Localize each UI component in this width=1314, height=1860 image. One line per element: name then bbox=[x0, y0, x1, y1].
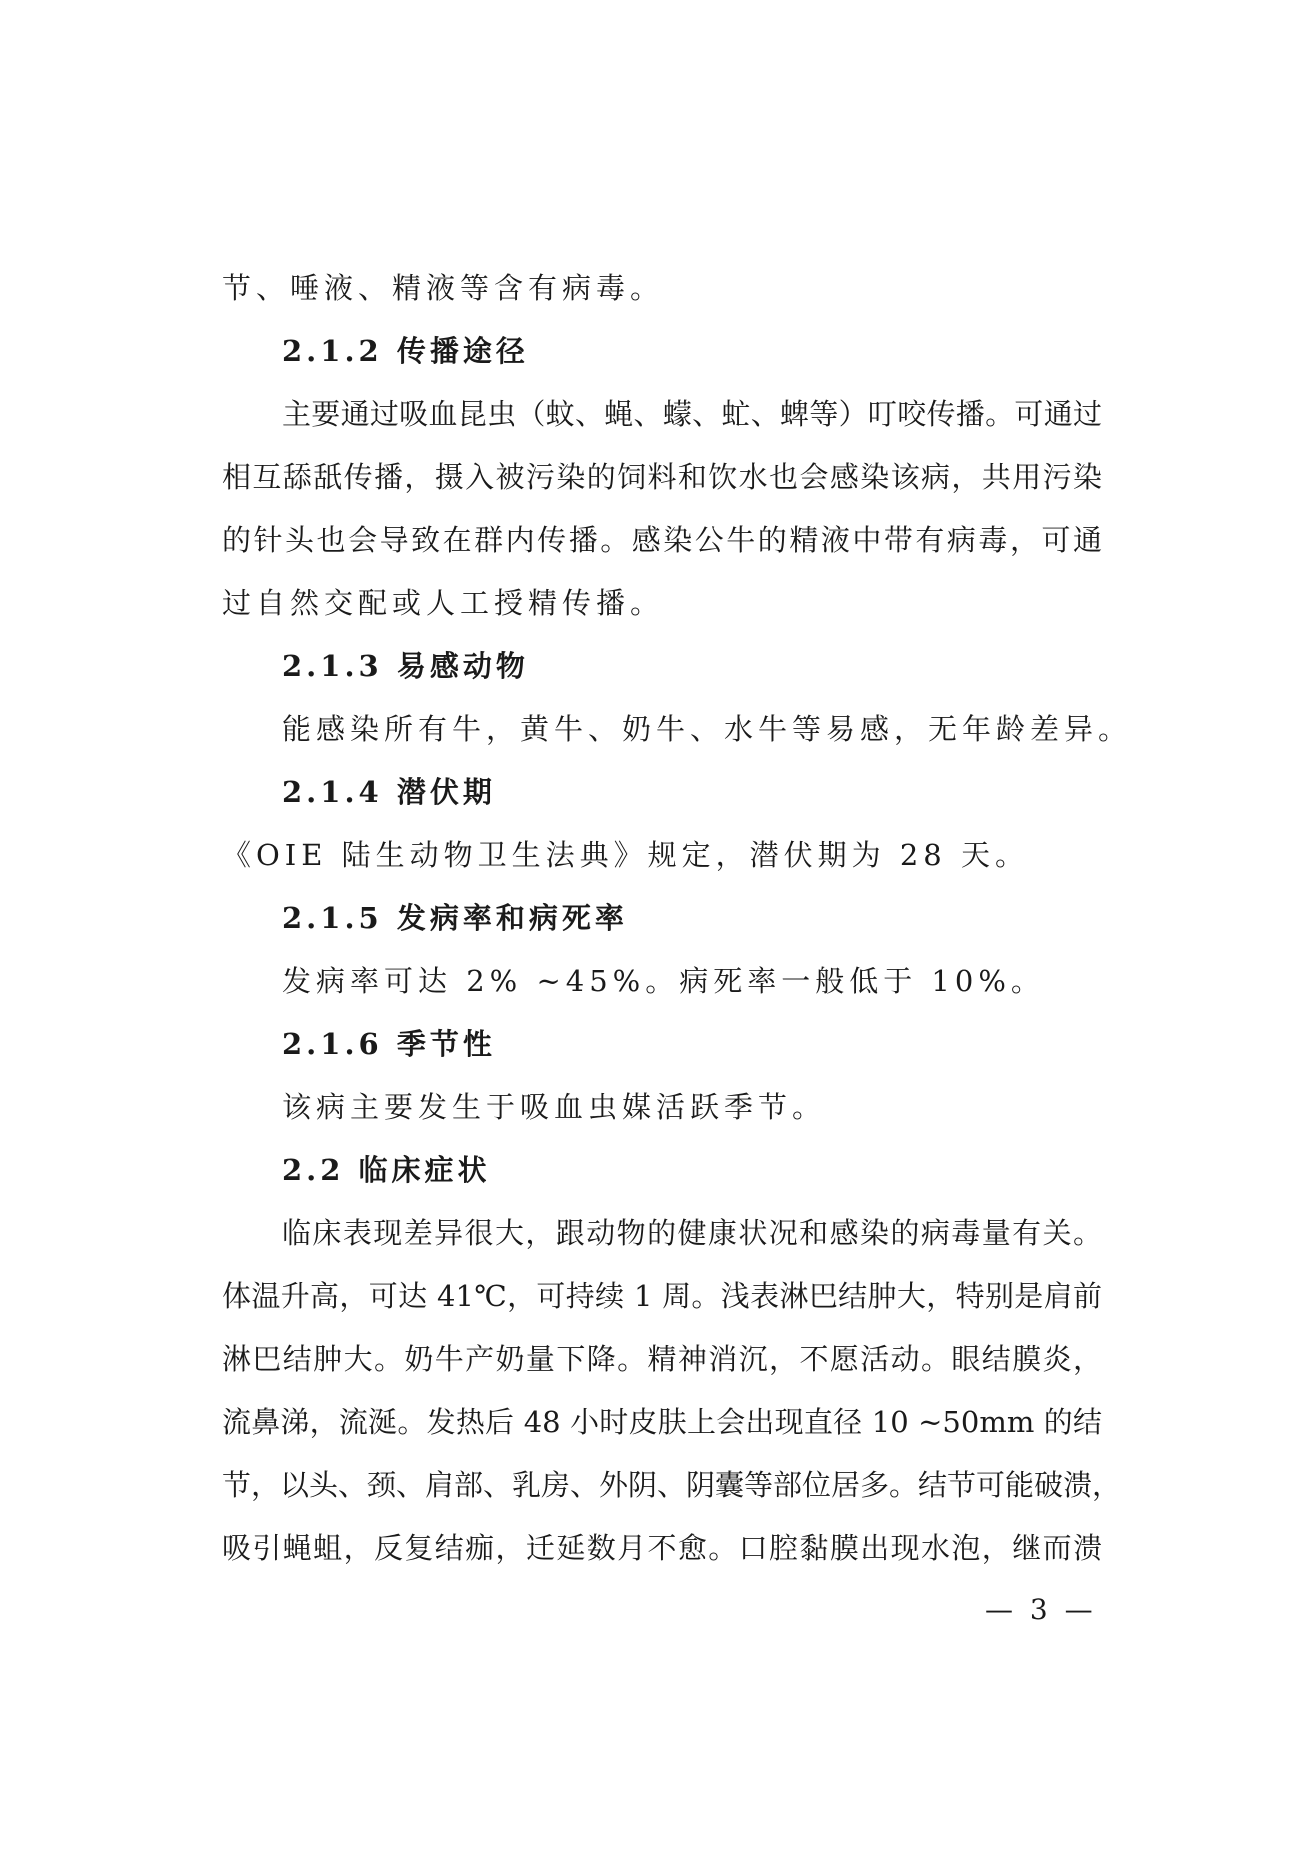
section-heading: 2.1.4 潜伏期 bbox=[282, 775, 496, 809]
text-line: 淋巴结肿大。奶牛产奶量下降。精神消沉，不愿活动。眼结膜炎， bbox=[222, 1342, 1102, 1376]
text-line: 的针头也会导致在群内传播。感染公牛的精液中带有病毒，可通 bbox=[222, 523, 1102, 557]
text-line: 流鼻涕，流涎。发热后 48 小时皮肤上会出现直径 10 ~50mm 的结 bbox=[222, 1405, 1102, 1439]
text-line: 主要通过吸血昆虫（蚊、蝇、蠓、虻、蜱等）叮咬传播。可通过 bbox=[282, 397, 1102, 431]
page-number: — 3 — bbox=[985, 1593, 1097, 1626]
text-line: 发病率可达 2% ~45%。病死率一般低于 10%。 bbox=[282, 964, 1045, 998]
text-line: 《OIE 陆生动物卫生法典》规定，潜伏期为 28 天。 bbox=[222, 838, 1029, 872]
text-line: 该病主要发生于吸血虫媒活跃季节。 bbox=[282, 1090, 827, 1124]
text-line: 能感染所有牛，黄牛、奶牛、水牛等易感，无年龄差异。 bbox=[282, 712, 1133, 746]
text-line: 相互舔舐传播，摄入被污染的饲料和饮水也会感染该病，共用污染 bbox=[222, 460, 1102, 494]
section-heading: 2.1.2 传播途径 bbox=[282, 334, 529, 368]
section-heading: 2.1.6 季节性 bbox=[282, 1027, 496, 1061]
section-heading: 2.2 临床症状 bbox=[282, 1153, 491, 1187]
text-line: 体温升高，可达 41℃，可持续 1 周。浅表淋巴结肿大，特别是肩前 bbox=[222, 1279, 1102, 1313]
text-line: 临床表现差异很大，跟动物的健康状况和感染的病毒量有关。 bbox=[282, 1216, 1102, 1250]
text-line: 过自然交配或人工授精传播。 bbox=[222, 586, 665, 620]
text-line: 吸引蝇蛆，反复结痂，迁延数月不愈。口腔黏膜出现水泡，继而溃 bbox=[222, 1531, 1102, 1565]
text-line: 节，以头、颈、肩部、乳房、外阴、阴囊等部位居多。结节可能破溃， bbox=[222, 1468, 1122, 1502]
section-heading: 2.1.3 易感动物 bbox=[282, 649, 529, 683]
section-heading: 2.1.5 发病率和病死率 bbox=[282, 901, 628, 935]
text-line: 节、唾液、精液等含有病毒。 bbox=[222, 271, 665, 305]
